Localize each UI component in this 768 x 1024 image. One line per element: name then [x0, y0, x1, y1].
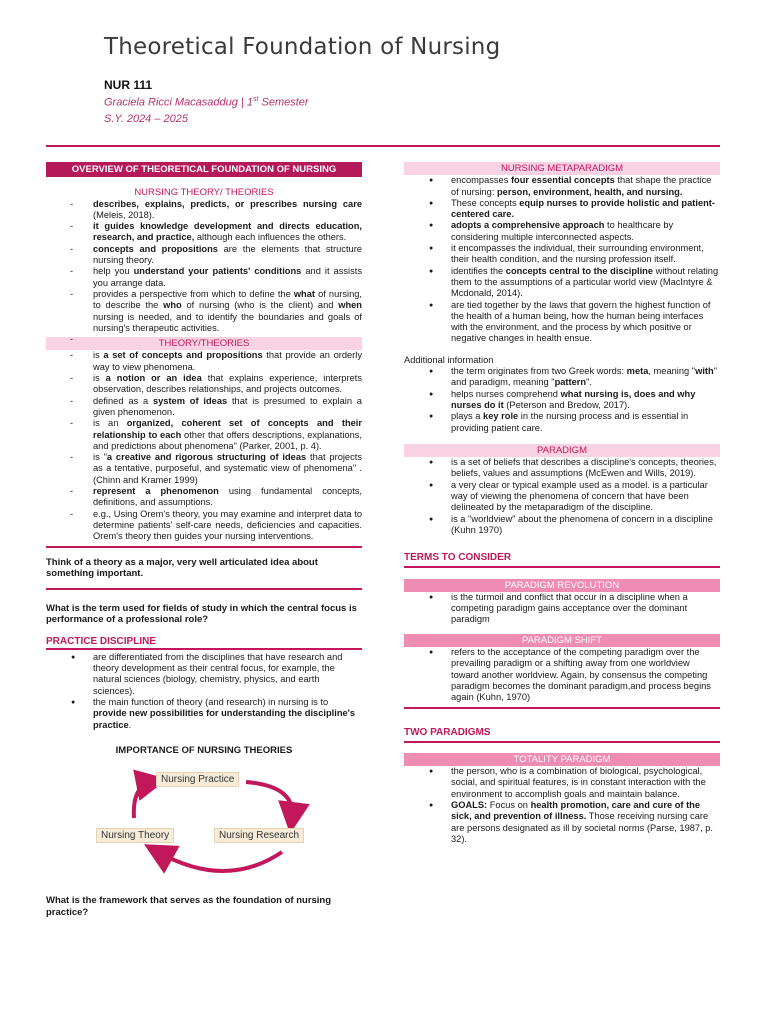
question-framework: What is the framework that serves as the foundation of nursing practice?	[46, 895, 332, 918]
divider	[404, 741, 720, 743]
theory-list	[46, 350, 362, 542]
divider	[404, 566, 720, 568]
text: that is presumed to explain a given phenomenon.	[93, 395, 362, 417]
list-item	[404, 198, 720, 221]
text: helps nurses comprehend	[451, 388, 561, 399]
text: a very clear or typical example used as a model. is a particular way of viewing the phenomena of concern that have been delineated by the metaparadigm of the discipline.	[451, 479, 708, 513]
text: Focus on	[487, 799, 531, 810]
bold-text: system of ideas	[152, 395, 228, 406]
bold-text: a notion or an idea	[105, 373, 202, 384]
divider	[46, 648, 362, 650]
list-item	[404, 514, 720, 537]
overview-banner: OVERVIEW OF THEORETICAL FOUNDATION OF NURSING	[46, 162, 362, 177]
text: using fundamental concepts, definitions, and assumptions.	[93, 486, 363, 508]
text: nursing is needed, and to identify the boundaries and goals of nursing's therapeutic activities.	[93, 311, 362, 333]
text: of nursing (who is the client) and	[181, 300, 339, 311]
text: (Meleis, 2018).	[93, 209, 155, 220]
paradigm-shift-list	[404, 647, 720, 703]
list-item	[46, 373, 362, 396]
list-item	[46, 199, 362, 222]
school-year: S.Y. 2024 – 2025	[104, 113, 189, 125]
list-item	[46, 350, 362, 373]
bold-text: who	[163, 300, 182, 311]
bold-text: health promotion, care and cure of the sick, and prevention of illness.	[451, 799, 701, 822]
list-item	[46, 266, 362, 289]
paradigm-list	[404, 457, 720, 536]
bold-text: meta	[626, 366, 649, 377]
practice-discipline-heading: PRACTICE DISCIPLINE	[46, 635, 157, 647]
text: plays a	[451, 411, 484, 422]
text: e.g., Using Orem's theory, you may examine and interpret data to determine patients' self-care needs, deficiencies and capacities. Orem's theory then guides your nursing interventions.	[93, 508, 362, 542]
nursing-theory-box: Nursing Theory	[96, 828, 174, 843]
list-item	[46, 697, 362, 731]
text: is	[93, 373, 106, 384]
text: although each influences the others.	[194, 232, 347, 243]
text: other that offers descriptions, explanations, and predictions about phenomena" (Parker, 2001, p. 4).	[93, 429, 362, 451]
bold-text: when	[338, 300, 362, 311]
list-item	[404, 766, 720, 800]
bold-text: GOALS:	[451, 799, 488, 810]
text: are tied together by the laws that govern the highest function of the health of a human being, how the human being interfaces with the environment, and the process by which positive or negative changes in health ensue.	[451, 299, 711, 344]
course-code: NUR 111	[104, 78, 153, 92]
author-line	[104, 96, 309, 109]
additional-info-label: Additional information	[404, 354, 494, 365]
bold-text: it guides knowledge development and directs education, research, and practice,	[93, 221, 362, 243]
bold-text: key role	[483, 411, 519, 422]
importance-title: IMPORTANCE OF NURSING THEORIES	[115, 744, 293, 756]
bold-text: concepts and propositions	[93, 243, 218, 254]
list-item	[46, 244, 362, 267]
practice-discipline-list	[46, 652, 362, 731]
text: that shape the practice of nursing:	[451, 175, 712, 197]
text: and it assists you arrange data.	[93, 266, 363, 288]
list-item	[404, 411, 720, 434]
header-divider	[46, 145, 720, 147]
author-name: Graciela Ricci Macasaddug | 1	[104, 96, 253, 109]
list-item	[46, 289, 362, 334]
bold-text: understand your patients' conditions	[133, 266, 302, 277]
author-semester: Semester	[258, 96, 309, 109]
metaparadigm-heading: NURSING METAPARADIGM	[404, 162, 720, 175]
list-item	[404, 457, 720, 480]
text: provides a perspective from which to define the	[93, 288, 294, 299]
divider	[404, 707, 720, 709]
bold-text: pattern	[554, 377, 587, 388]
bold-text: equip nurses to provide holistic and patient-centered care.	[451, 197, 715, 220]
list-item	[46, 418, 362, 452]
text: are the elements that structure nursing theory.	[93, 243, 362, 266]
left-column	[46, 162, 362, 918]
page-title: Theoretical Foundation of Nursing	[104, 34, 501, 60]
importance-cycle-diagram	[46, 756, 362, 888]
text: it encompasses the individual, their surrounding environment, their health condition, and the nursing profession itself.	[451, 243, 704, 265]
paradigm-revolution-list	[404, 592, 720, 626]
list-item	[46, 452, 362, 486]
totality-paradigm-list	[404, 766, 720, 845]
list-item	[404, 389, 720, 412]
bold-text: organized, coherent set of concepts and their relationship to each	[93, 418, 362, 440]
bold-text: adopts a comprehensive approach	[451, 220, 605, 231]
text: identifies the	[451, 265, 506, 276]
nursing-theory-list	[46, 199, 362, 335]
think-note: Think of a theory as a major, very well articulated idea about something important.	[46, 556, 318, 579]
paradigm-heading: PARADIGM	[404, 444, 720, 457]
bold-text: with	[695, 366, 714, 377]
text: encompasses	[451, 175, 511, 186]
text: is an	[93, 418, 127, 429]
nursing-practice-box: Nursing Practice	[156, 772, 239, 787]
question-practice-discipline: What is the term used for fields of study in which the central focus is performance of a professional role?	[46, 602, 357, 625]
text: " and paradigm, meaning "	[451, 366, 718, 388]
bold-text: four essential concepts	[510, 175, 615, 186]
list-item	[404, 592, 720, 626]
text: without relating them to the assumptions of a particular world view (MacIntyre & Mcdonald, 2014).	[451, 265, 719, 299]
totality-paradigm-heading: TOTALITY PARADIGM	[404, 753, 720, 766]
metaparadigm-list	[404, 175, 720, 344]
list-item	[46, 509, 362, 543]
list-item	[404, 300, 720, 345]
text: is "	[93, 452, 107, 463]
list-item	[404, 220, 720, 243]
list-item	[46, 652, 362, 697]
terms-heading: TERMS TO CONSIDER	[404, 552, 512, 564]
divider	[46, 588, 362, 590]
text: (Peterson and Bredow, 2017).	[503, 399, 630, 410]
text: is	[93, 350, 104, 361]
nursing-theory-heading: NURSING THEORY/ THEORIES	[134, 187, 274, 199]
two-paradigms-heading: TWO PARADIGMS	[404, 727, 491, 739]
list-item	[404, 647, 720, 703]
list-item	[404, 480, 720, 514]
bold-text: what	[293, 288, 316, 299]
author-sup: st	[252, 96, 259, 103]
text: , meaning "	[648, 366, 696, 377]
bold-text: a set of concepts and propositions	[103, 350, 263, 361]
text: that projects as a tentative, purposeful, and systematic view of phenomena" . (Chinn and Kramer 1999)	[93, 452, 362, 485]
bold-text: what nursing is, does and why nurses do it	[451, 388, 696, 410]
text: in the nursing process and is essential in providing patient care.	[451, 411, 689, 433]
text: defined as a	[93, 395, 153, 406]
list-item	[46, 221, 362, 244]
bold-text: provide new possibilities for understanding the discipline's practice	[93, 708, 356, 730]
list-item	[46, 486, 362, 509]
theory-heading: THEORY/THEORIES	[46, 337, 362, 350]
text: are differentiated from the disciplines that have research and theory development as their central focus, for example, the natural sciences (biology, chemistry, physics, and earth sciences).	[93, 651, 343, 696]
text: refers to the acceptance of the competing paradigm over the prevailing paradigm or a shifting away from one worldview toward another worldview. Again, by consensus the competing paradigm becomes the dominant paradigm,and process begins again (Kuhn, 1970)	[451, 646, 711, 703]
bold-text: person, environment, health, and nursing.	[497, 186, 683, 197]
bold-text: concepts central to the discipline	[505, 265, 654, 276]
text: These concepts	[451, 197, 520, 208]
text: .	[128, 719, 132, 730]
text: to healthcare by considering multiple interconnected aspects.	[451, 220, 674, 242]
list-item	[404, 800, 720, 845]
list-item	[46, 396, 362, 419]
list-item	[404, 243, 720, 266]
paradigm-shift-heading: PARADIGM SHIFT	[404, 634, 720, 647]
nursing-research-box: Nursing Research	[214, 828, 304, 843]
list-item	[404, 366, 720, 389]
paradigm-revolution-heading: PARADIGM REVOLUTION	[404, 579, 720, 592]
text: ".	[586, 377, 592, 388]
list-item	[404, 266, 720, 300]
text: that provide an orderly way to view phenomena.	[93, 350, 362, 372]
text: of nursing, to describe the	[93, 288, 362, 311]
text: is a "worldview" about the phenomena of concern in a discipline (Kuhn 1970)	[451, 513, 713, 535]
text: is a set of beliefs that describes a discipline's concepts, theories, beliefs, values and assumptions (McEwen and Wills, 2019).	[451, 457, 717, 479]
right-column	[404, 162, 720, 845]
bold-text: represent a phenomenon	[93, 486, 219, 497]
text: help you	[93, 266, 134, 277]
text: that explains experience, interprets observation, describes relationships, and projects outcomes.	[93, 373, 362, 395]
bold-text: a creative and rigorous structuring of ideas	[106, 452, 307, 463]
additional-info-list	[404, 366, 720, 434]
bold-text: describes, explains, predicts, or prescribes nursing care	[93, 198, 362, 209]
text: is the turmoil and conflict that occur in a discipline when a competing paradigm gains acceptance over the dominant paradigm	[451, 591, 688, 625]
text: the term originates from two Greek words:	[451, 366, 627, 377]
text: the person, who is a combination of biological, psychological, social, and spiritual features, is in constant interaction with the environment to accomplish goals and maintain balance.	[451, 766, 706, 799]
divider	[46, 546, 362, 548]
text: Those receiving nursing care are persons designated as ill by societal norms (Parse, 1987, p. 32).	[451, 811, 714, 844]
list-item	[404, 175, 720, 198]
text: the main function of theory (and research) in nursing is to	[93, 696, 329, 707]
